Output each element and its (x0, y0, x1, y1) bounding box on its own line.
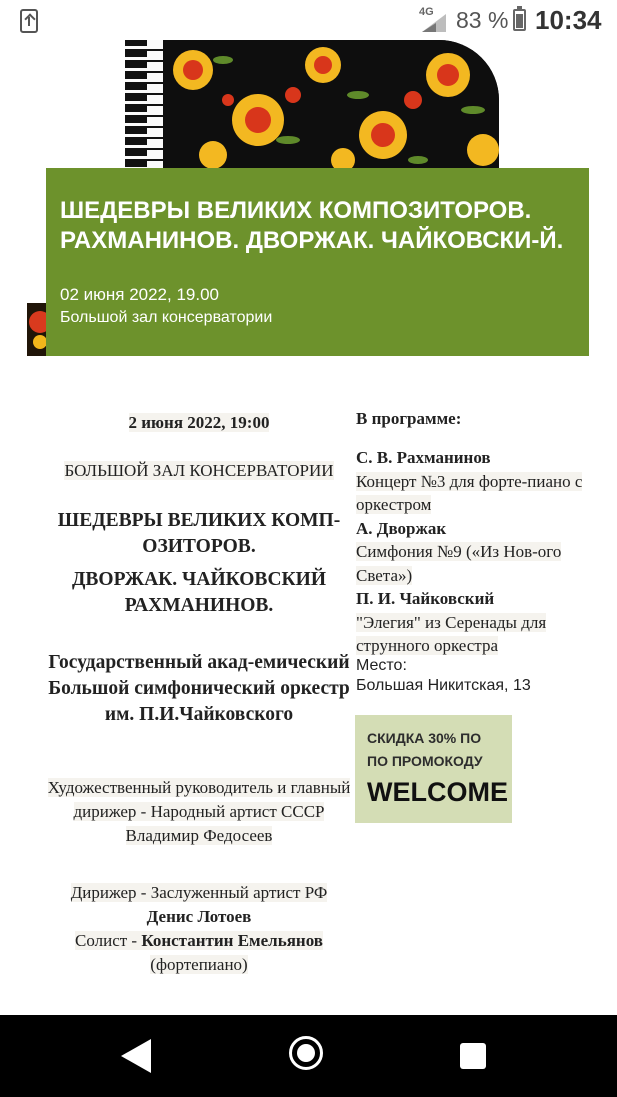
promo-label: ПО ПРОМОКОДУ (367, 753, 483, 769)
promo-code: WELCOME (367, 777, 508, 807)
place-address: Большая Никитская, 13 (356, 677, 531, 694)
work-tchaikovsky: "Элегия" из Серенады для струнного оркестра (356, 612, 547, 655)
promo-banner[interactable] (355, 715, 512, 823)
hero-title: ШЕДЕВРЫ ВЕЛИКИХ КОМПОЗИТОРОВ. РАХМАНИНОВ. ДВОРЖАК. ЧАЙКОВСКИ-Й. (60, 197, 564, 254)
conductor-role: Дирижер - Заслуженный артист РФ (70, 883, 328, 902)
event-title-line2: ДВОРЖАК. ЧАЙКОВСКИЙ РАХМАНИНОВ. (71, 569, 326, 616)
clock: 10:34 (535, 5, 602, 35)
event-date-text: 2 июня 2022, 19:00 (128, 413, 270, 432)
home-icon[interactable] (289, 1036, 323, 1070)
screenshot-icon[interactable] (20, 9, 38, 33)
event-hall-text: БОЛЬШОЙ ЗАЛ КОНСЕРВАТОРИИ (64, 461, 334, 480)
soloist-instrument: (фортепиано) (150, 955, 248, 974)
event-hall (40, 461, 358, 481)
event-date (40, 413, 358, 433)
promo-discount: СКИДКА 30% ПО (367, 730, 482, 746)
event-title-line1: ШЕДЕВРЫ ВЕЛИКИХ КОМП-ОЗИТОРОВ. (57, 510, 341, 557)
composer-dvorak: А. Дворжак (356, 518, 447, 538)
work-rachmaninov: Концерт №3 для форте-пиано с оркестром (356, 471, 583, 514)
composer-tchaikovsky: П. И. Чайковский (356, 589, 495, 608)
recent-apps-icon[interactable] (460, 1043, 486, 1069)
soloist-label: Солист - (75, 931, 142, 950)
event-banner-image[interactable] (125, 40, 499, 175)
conductor-name: Денис Лотоев (146, 907, 252, 926)
back-icon[interactable] (121, 1039, 151, 1073)
battery-icon (513, 9, 526, 31)
navigation-bar (0, 1015, 617, 1097)
place-label: Место: (356, 657, 407, 674)
status-bar (0, 0, 617, 42)
program-list (356, 446, 592, 658)
hero-date: 02 июня 2022, 19.00 (60, 285, 220, 304)
soloist-name: Константин Емельянов (141, 931, 323, 950)
signal-icon (420, 12, 446, 32)
performers (40, 881, 358, 977)
piano-black-keys (125, 40, 147, 175)
artistic-director-text: Художественный руководитель и главный дирижер - Народный артист СССР Владимир Федосеев (47, 778, 351, 845)
program-heading: В программе: (356, 409, 462, 428)
work-dvorak: Симфония №9 («Из Нов-ого Света») (356, 542, 562, 585)
composer-rachmaninov: С. В. Рахманинов (356, 448, 491, 467)
artistic-director (40, 776, 358, 848)
hero-venue: Большой зал консерватории (60, 309, 273, 326)
decorative-strip (27, 303, 46, 356)
battery-percent: 83 % (456, 7, 509, 33)
network-type: 4G (419, 6, 434, 18)
khokhloma-floral-graphic (163, 40, 499, 175)
orchestra-name: Государственный акад-емический Большой симфонический оркестр им. П.И.Чайковского (48, 652, 350, 725)
